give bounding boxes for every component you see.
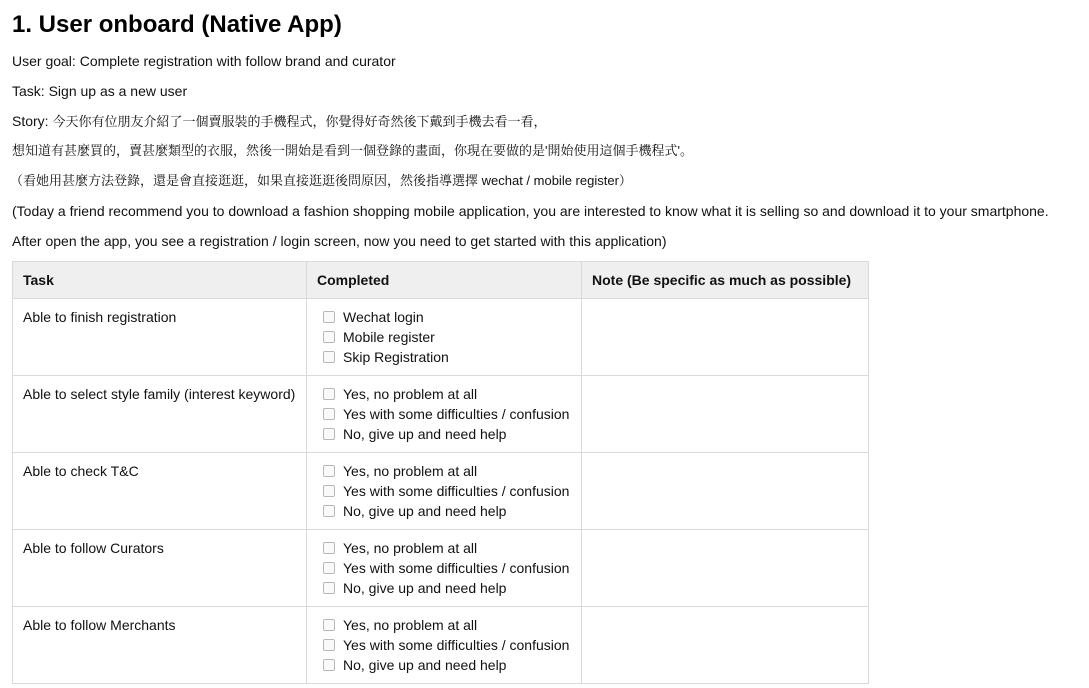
checkbox[interactable] <box>323 619 335 631</box>
task-cell: Able to finish registration <box>13 299 307 376</box>
option-yes-difficulties[interactable] <box>323 404 571 424</box>
checkbox[interactable] <box>323 542 335 554</box>
option-label: Mobile register <box>343 329 435 345</box>
option-yes-no-problem[interactable] <box>323 615 571 635</box>
completed-cell <box>307 453 582 530</box>
table-row <box>13 453 869 530</box>
task-cell: Able to select style family (interest keyword) <box>13 376 307 453</box>
option-label: Yes with some difficulties / confusion <box>343 637 570 653</box>
english-story-2: After open the app, you see a registration / login screen, now you need to get started with this application) <box>12 233 667 249</box>
table-row <box>13 607 869 684</box>
table-header-row <box>13 262 869 299</box>
checkbox[interactable] <box>323 639 335 651</box>
table-row <box>13 376 869 453</box>
table-row <box>13 299 869 376</box>
table-row <box>13 530 869 607</box>
option-label: Skip Registration <box>343 349 449 365</box>
note-cell[interactable] <box>582 453 869 530</box>
completed-cell <box>307 299 582 376</box>
story-instruction: （看她用甚麼方法登錄，還是會直接逛逛，如果直接逛逛後問原因，然後指導選擇 wechat / mobile register） <box>10 173 632 188</box>
header-completed: Completed <box>307 262 582 299</box>
option-label: No, give up and need help <box>343 426 507 442</box>
note-cell[interactable] <box>582 299 869 376</box>
story-label: Story: <box>12 113 49 129</box>
checkbox[interactable] <box>323 582 335 594</box>
checkbox[interactable] <box>323 562 335 574</box>
option-label: Yes, no problem at all <box>343 386 478 402</box>
option-yes-no-problem[interactable] <box>323 384 571 404</box>
option-label: Wechat login <box>343 309 424 325</box>
checkbox[interactable] <box>323 331 335 343</box>
story-line <box>12 111 546 132</box>
option-wechat-login[interactable] <box>323 307 571 327</box>
option-label: No, give up and need help <box>343 657 507 673</box>
option-skip-registration[interactable] <box>323 347 571 367</box>
option-no-give-up[interactable] <box>323 501 571 521</box>
checkbox[interactable] <box>323 351 335 363</box>
option-label: Yes, no problem at all <box>343 617 478 633</box>
user-goal-label: User goal: <box>12 53 76 69</box>
task-text: Sign up as a new user <box>48 83 188 99</box>
option-mobile-register[interactable] <box>323 327 571 347</box>
option-yes-difficulties[interactable] <box>323 481 571 501</box>
task-table <box>12 261 869 684</box>
story-text-2: 想知道有甚麼買的，賣甚麼類型的衣服，然後一開始是看到一個登錄的畫面，你現在要做的是'開始使用這個手機程式'。 <box>12 143 693 158</box>
english-story-1: (Today a friend recommend you to download a fashion shopping mobile application, you are interested to know what it is selling so and download it to your smartphone. <box>12 203 1049 219</box>
option-yes-difficulties[interactable] <box>323 635 571 655</box>
header-task: Task <box>13 262 307 299</box>
option-yes-difficulties[interactable] <box>323 558 571 578</box>
option-yes-no-problem[interactable] <box>323 538 571 558</box>
checkbox[interactable] <box>323 659 335 671</box>
checkbox[interactable] <box>323 311 335 323</box>
page-title: 1. User onboard (Native App) <box>12 11 342 38</box>
task-cell: Able to check T&C <box>13 453 307 530</box>
completed-cell <box>307 530 582 607</box>
checkbox[interactable] <box>323 388 335 400</box>
option-label: No, give up and need help <box>343 580 507 596</box>
user-goal-line <box>12 51 396 71</box>
completed-cell <box>307 607 582 684</box>
checkbox[interactable] <box>323 408 335 420</box>
option-label: Yes with some difficulties / confusion <box>343 560 570 576</box>
option-no-give-up[interactable] <box>323 424 571 444</box>
story-text-1: 今天你有位朋友介紹了一個賣服裝的手機程式，你覺得好奇然後下戴到手機去看一看， <box>52 114 547 129</box>
story-text-3 <box>10 171 632 191</box>
option-label: No, give up and need help <box>343 503 507 519</box>
task-label: Task: <box>12 83 45 99</box>
note-cell[interactable] <box>582 607 869 684</box>
completed-cell <box>307 376 582 453</box>
option-label: Yes, no problem at all <box>343 540 478 556</box>
task-cell: Able to follow Merchants <box>13 607 307 684</box>
task-cell: Able to follow Curators <box>13 530 307 607</box>
user-goal-text: Complete registration with follow brand and curator <box>79 53 396 69</box>
option-label: Yes with some difficulties / confusion <box>343 483 570 499</box>
option-no-give-up[interactable] <box>323 655 571 675</box>
checkbox[interactable] <box>323 428 335 440</box>
header-note: Note (Be specific as much as possible) <box>582 262 869 299</box>
task-line <box>12 81 187 101</box>
option-yes-no-problem[interactable] <box>323 461 571 481</box>
option-label: Yes, no problem at all <box>343 463 478 479</box>
checkbox[interactable] <box>323 485 335 497</box>
option-label: Yes with some difficulties / confusion <box>343 406 570 422</box>
checkbox[interactable] <box>323 505 335 517</box>
note-cell[interactable] <box>582 376 869 453</box>
note-cell[interactable] <box>582 530 869 607</box>
option-no-give-up[interactable] <box>323 578 571 598</box>
checkbox[interactable] <box>323 465 335 477</box>
